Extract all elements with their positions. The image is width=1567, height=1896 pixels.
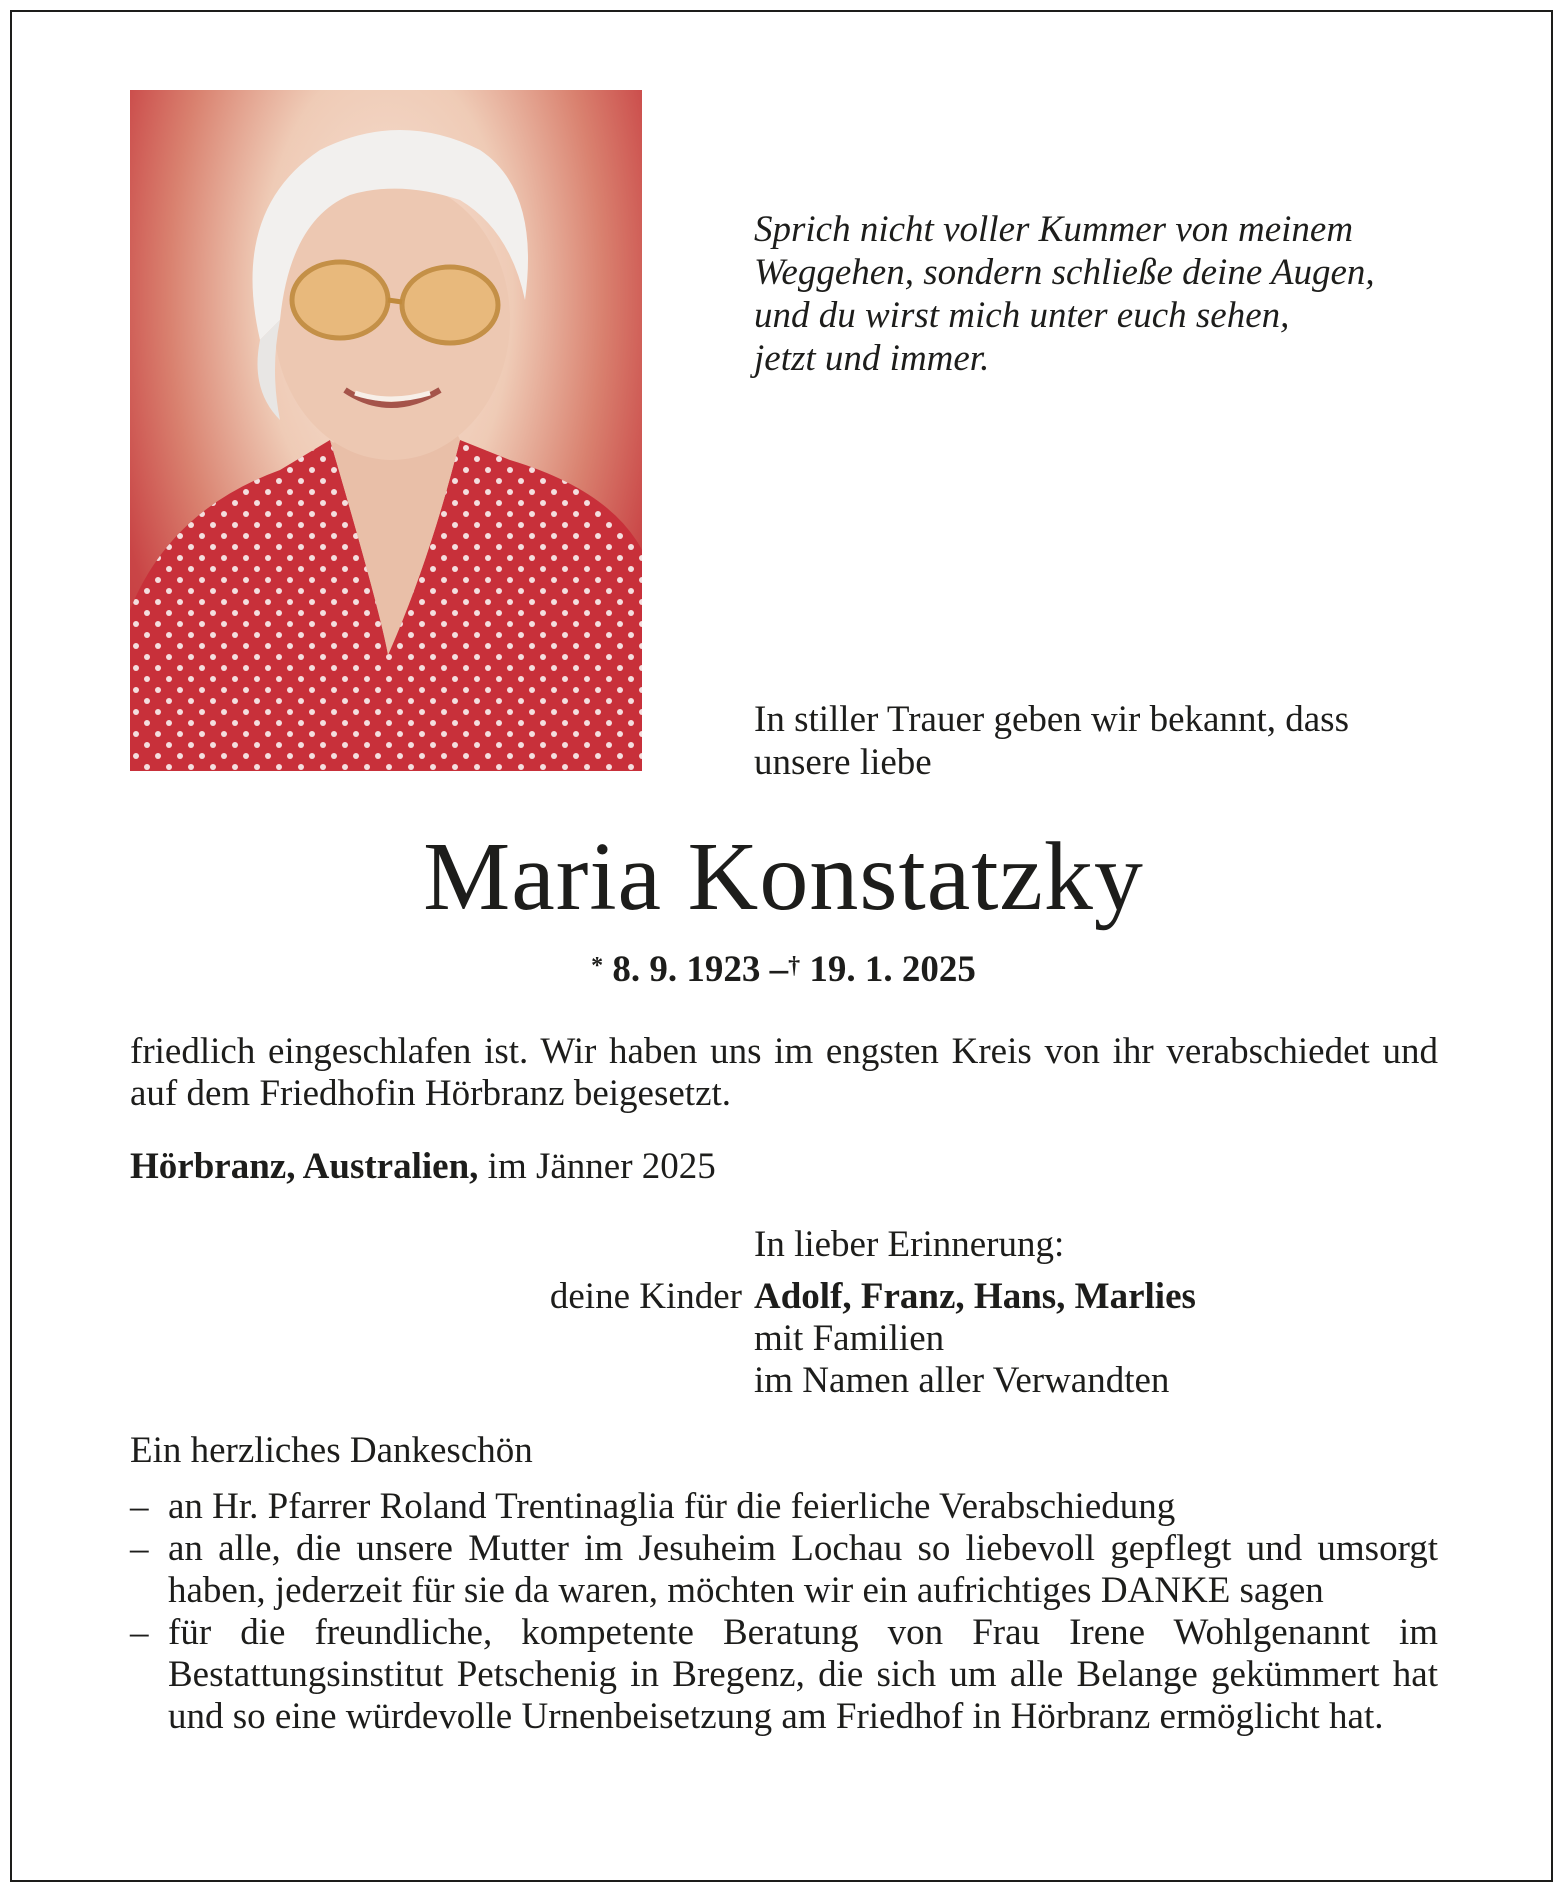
birth-symbol: * bbox=[591, 953, 604, 979]
place-names: Hörbranz, Australien, bbox=[130, 1146, 479, 1187]
poem-line: Sprich nicht voller Kummer von meinem bbox=[754, 209, 1354, 250]
poem-line: Weggehen, sondern schließe deine Augen, bbox=[754, 252, 1375, 293]
memory-line: In lieber Erinnerung: bbox=[754, 1224, 1065, 1265]
dash-bullet: – bbox=[130, 1612, 149, 1653]
relatives-line: im Namen aller Verwandten bbox=[754, 1360, 1170, 1401]
intro-text bbox=[754, 698, 1474, 784]
list-item bbox=[130, 1486, 1438, 1528]
list-item bbox=[130, 1528, 1438, 1612]
birth-date: 8. 9. 1923 bbox=[612, 949, 761, 990]
signatories bbox=[754, 1276, 1196, 1402]
intro-line: In stiller Trauer geben wir bekannt, dass bbox=[754, 699, 1349, 740]
death-date: 19. 1. 2025 bbox=[809, 949, 976, 990]
kids-label: deine Kinder bbox=[549, 1276, 742, 1317]
list-item-text: an Hr. Pfarrer Roland Trentinaglia für die feierliche Verabschiedung bbox=[168, 1486, 1176, 1527]
death-symbol: † bbox=[788, 953, 801, 979]
list-item bbox=[130, 1612, 1438, 1738]
place-date-line bbox=[130, 1146, 1438, 1188]
poem bbox=[754, 208, 1454, 380]
portrait-illustration bbox=[130, 90, 642, 771]
thanks-heading: Ein herzliches Dankeschön bbox=[130, 1430, 533, 1471]
list-item-text: an alle, die unsere Mutter im Jesuheim Lochau so liebevoll gepflegt und umsorgt haben, jederzeit für sie da waren, möchten wir ein aufrichtiges DANKE sagen bbox=[168, 1528, 1438, 1611]
month-year: im Jänner 2025 bbox=[478, 1146, 716, 1187]
thanks-list bbox=[130, 1486, 1438, 1738]
deceased-name: Maria Konstatzky bbox=[423, 823, 1144, 931]
intro-line: unsere liebe bbox=[754, 742, 932, 783]
poem-line: jetzt und immer. bbox=[754, 338, 990, 379]
announcement-paragraph: friedlich eingeschlafen ist. Wir haben uns im engsten Kreis von ihr verabschiedet und auf dem Friedhofin Hörbranz beigesetzt. bbox=[130, 1031, 1438, 1114]
families-line: mit Familien bbox=[754, 1318, 945, 1359]
dash-bullet: – bbox=[130, 1528, 149, 1569]
date-separator: – bbox=[760, 949, 789, 990]
portrait-photo bbox=[130, 90, 642, 771]
dash-bullet: – bbox=[130, 1486, 149, 1527]
poem-line: und du wirst mich unter euch sehen, bbox=[754, 295, 1290, 336]
list-item-text: für die freundliche, kompetente Beratung von Frau Irene Wohlgenannt im Bestattungsinstitut Petschenig in Bregenz, die sich um alle Belange gekümmert hat und so eine würdevolle Urnenbeisetzung am Friedhof in Hörbranz ermöglicht hat. bbox=[168, 1612, 1438, 1737]
life-dates bbox=[0, 948, 1567, 992]
kids-names: Adolf, Franz, Hans, Marlies bbox=[754, 1276, 1196, 1317]
